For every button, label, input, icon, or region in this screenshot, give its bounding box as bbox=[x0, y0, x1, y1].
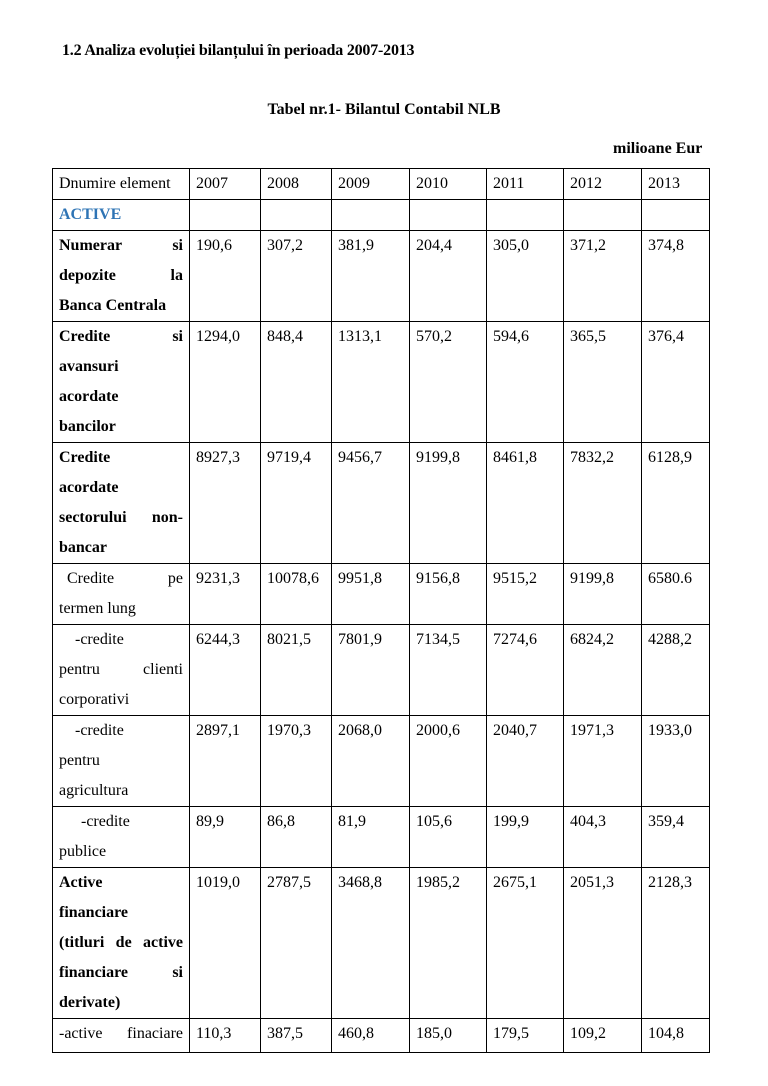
value-cell: 1985,2 bbox=[410, 868, 487, 1019]
value-cell: 7832,2 bbox=[564, 443, 642, 564]
header-year-cell: 2012 bbox=[564, 169, 642, 200]
table-header-row bbox=[53, 169, 710, 200]
row-label-line: termen lung bbox=[59, 600, 136, 617]
row-label-cell bbox=[53, 716, 190, 807]
row-label-line: pentru clienti bbox=[59, 661, 183, 678]
empty-cell bbox=[564, 200, 642, 231]
value-cell: 2040,7 bbox=[487, 716, 564, 807]
row-label-cell bbox=[53, 1019, 190, 1053]
empty-cell bbox=[410, 200, 487, 231]
table-row bbox=[53, 868, 710, 1019]
header-year-cell: 2008 bbox=[261, 169, 332, 200]
row-label-line: avansuri bbox=[59, 358, 119, 375]
header-year-cell: 2010 bbox=[410, 169, 487, 200]
value-cell: 1970,3 bbox=[261, 716, 332, 807]
value-cell: 374,8 bbox=[642, 231, 710, 322]
row-label-cell bbox=[53, 868, 190, 1019]
value-cell: 2051,3 bbox=[564, 868, 642, 1019]
table-row bbox=[53, 807, 710, 868]
value-cell: 9156,8 bbox=[410, 564, 487, 625]
header-year-cell: 2007 bbox=[190, 169, 261, 200]
value-cell: 9456,7 bbox=[332, 443, 410, 564]
table-row bbox=[53, 322, 710, 443]
value-cell: 199,9 bbox=[487, 807, 564, 868]
value-cell: 10078,6 bbox=[261, 564, 332, 625]
value-cell: 86,8 bbox=[261, 807, 332, 868]
value-cell: 2128,3 bbox=[642, 868, 710, 1019]
value-cell: 2787,5 bbox=[261, 868, 332, 1019]
value-cell: 89,9 bbox=[190, 807, 261, 868]
row-label-line: -credite bbox=[75, 722, 124, 739]
value-cell: 105,6 bbox=[410, 807, 487, 868]
table-body bbox=[53, 231, 710, 1053]
row-label-line: acordate bbox=[59, 479, 119, 496]
value-cell: 2675,1 bbox=[487, 868, 564, 1019]
section-heading: 1.2 Analiza evoluției bilanțului în perioada 2007-2013 bbox=[62, 42, 415, 59]
row-label-line: agricultura bbox=[59, 782, 129, 799]
empty-cell bbox=[261, 200, 332, 231]
table-row bbox=[53, 231, 710, 322]
value-cell: 9231,3 bbox=[190, 564, 261, 625]
row-label-line: Credite pe bbox=[67, 570, 183, 587]
value-cell: 185,0 bbox=[410, 1019, 487, 1053]
value-cell: 9719,4 bbox=[261, 443, 332, 564]
unit-label: milioane Eur bbox=[613, 140, 703, 157]
value-cell: 7801,9 bbox=[332, 625, 410, 716]
row-label-line: bancilor bbox=[59, 418, 116, 435]
row-label-line: -active finaciare bbox=[59, 1025, 183, 1042]
row-label-line: Active bbox=[59, 874, 103, 891]
value-cell: 2897,1 bbox=[190, 716, 261, 807]
value-cell: 359,4 bbox=[642, 807, 710, 868]
value-cell: 6128,9 bbox=[642, 443, 710, 564]
value-cell: 9199,8 bbox=[410, 443, 487, 564]
value-cell: 81,9 bbox=[332, 807, 410, 868]
row-label-cell bbox=[53, 231, 190, 322]
value-cell: 3468,8 bbox=[332, 868, 410, 1019]
value-cell: 6824,2 bbox=[564, 625, 642, 716]
value-cell: 9951,8 bbox=[332, 564, 410, 625]
value-cell: 2000,6 bbox=[410, 716, 487, 807]
value-cell: 9199,8 bbox=[564, 564, 642, 625]
section-row-active bbox=[53, 200, 710, 231]
header-label-cell: Dnumire element bbox=[53, 169, 190, 200]
value-cell: 376,4 bbox=[642, 322, 710, 443]
table-row bbox=[53, 1019, 710, 1053]
value-cell: 1971,3 bbox=[564, 716, 642, 807]
table-caption: Tabel nr.1- Bilantul Contabil NLB bbox=[267, 101, 501, 118]
value-cell: 110,3 bbox=[190, 1019, 261, 1053]
value-cell: 8461,8 bbox=[487, 443, 564, 564]
row-label-cell bbox=[53, 443, 190, 564]
row-label-line: Banca Centrala bbox=[59, 297, 167, 314]
value-cell: 387,5 bbox=[261, 1019, 332, 1053]
row-label-line: financiare bbox=[59, 904, 129, 921]
header-year-cell: 2013 bbox=[642, 169, 710, 200]
value-cell: 365,5 bbox=[564, 322, 642, 443]
value-cell: 204,4 bbox=[410, 231, 487, 322]
value-cell: 7274,6 bbox=[487, 625, 564, 716]
row-label-line: bancar bbox=[59, 539, 107, 556]
header-year-cell: 2009 bbox=[332, 169, 410, 200]
value-cell: 1294,0 bbox=[190, 322, 261, 443]
row-label-line: -credite bbox=[81, 813, 130, 830]
table-row bbox=[53, 443, 710, 564]
value-cell: 371,2 bbox=[564, 231, 642, 322]
value-cell: 1933,0 bbox=[642, 716, 710, 807]
row-label-cell bbox=[53, 807, 190, 868]
row-label-line: derivate) bbox=[59, 994, 121, 1011]
value-cell: 381,9 bbox=[332, 231, 410, 322]
table-row bbox=[53, 716, 710, 807]
header-year-cell: 2011 bbox=[487, 169, 564, 200]
value-cell: 8927,3 bbox=[190, 443, 261, 564]
value-cell: 179,5 bbox=[487, 1019, 564, 1053]
row-label-line: corporativi bbox=[59, 691, 130, 708]
row-label-line: depozite la bbox=[59, 267, 183, 284]
row-label-line: financiare si bbox=[59, 964, 183, 981]
value-cell: 109,2 bbox=[564, 1019, 642, 1053]
row-label-line: -credite bbox=[75, 631, 124, 648]
value-cell: 594,6 bbox=[487, 322, 564, 443]
value-cell: 1019,0 bbox=[190, 868, 261, 1019]
row-label-cell bbox=[53, 564, 190, 625]
row-label-line: acordate bbox=[59, 388, 119, 405]
row-label-line: pentru bbox=[59, 752, 100, 769]
section-label-active: ACTIVE bbox=[53, 200, 190, 231]
value-cell: 404,3 bbox=[564, 807, 642, 868]
value-cell: 570,2 bbox=[410, 322, 487, 443]
value-cell: 1313,1 bbox=[332, 322, 410, 443]
row-label-line: sectorului non- bbox=[59, 509, 183, 526]
value-cell: 7134,5 bbox=[410, 625, 487, 716]
balance-sheet-table bbox=[52, 168, 710, 1053]
row-label-line: (titluri de active bbox=[59, 934, 183, 951]
value-cell: 190,6 bbox=[190, 231, 261, 322]
empty-cell bbox=[190, 200, 261, 231]
value-cell: 6244,3 bbox=[190, 625, 261, 716]
value-cell: 6580.6 bbox=[642, 564, 710, 625]
table-row bbox=[53, 564, 710, 625]
value-cell: 848,4 bbox=[261, 322, 332, 443]
value-cell: 307,2 bbox=[261, 231, 332, 322]
value-cell: 9515,2 bbox=[487, 564, 564, 625]
empty-cell bbox=[642, 200, 710, 231]
value-cell: 8021,5 bbox=[261, 625, 332, 716]
value-cell: 104,8 bbox=[642, 1019, 710, 1053]
row-label-line: Credite si bbox=[59, 328, 183, 345]
value-cell: 2068,0 bbox=[332, 716, 410, 807]
row-label-line: publice bbox=[59, 843, 107, 860]
value-cell: 4288,2 bbox=[642, 625, 710, 716]
empty-cell bbox=[487, 200, 564, 231]
empty-cell bbox=[332, 200, 410, 231]
row-label-line: Credite bbox=[59, 449, 111, 466]
row-label-cell bbox=[53, 625, 190, 716]
row-label-cell bbox=[53, 322, 190, 443]
table-row bbox=[53, 625, 710, 716]
value-cell: 305,0 bbox=[487, 231, 564, 322]
row-label-line: Numerar si bbox=[59, 237, 183, 254]
value-cell: 460,8 bbox=[332, 1019, 410, 1053]
